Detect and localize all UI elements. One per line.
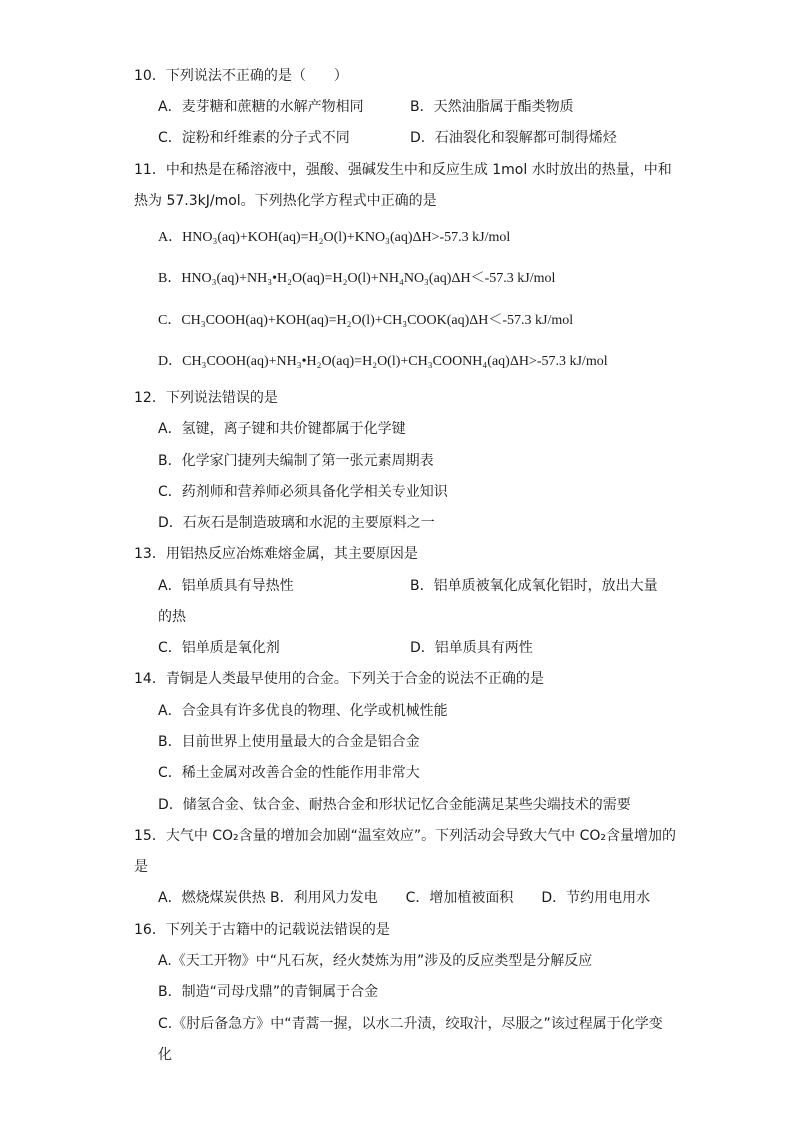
q13-option-a: A．铝单质具有导热性: [158, 578, 294, 594]
q10-stem: 10．下列说法不正确的是（ ）: [134, 68, 348, 84]
q13-option-d: D．铝单质具有两性: [410, 640, 533, 656]
q12-stem: 12．下列说法错误的是: [134, 390, 278, 406]
q11-option-b: B．HNO₃(aq)+NH₃•H₂O(aq)=H₂O(l)+NH₄NO₃(aq)ΔH＜-57.3 kJ/mol: [158, 271, 556, 286]
q12-option-c: C．药剂师和营养师必须具备化学相关专业知识: [158, 484, 448, 500]
q16-option-b: B．制造“司母戊鼎”的青铜属于合金: [158, 984, 379, 1000]
q13-option-c: C．铝单质是氧化剂: [158, 640, 280, 656]
q10-option-a: A．麦芽糖和蔗糖的水解产物相同: [158, 99, 364, 115]
q16-option-c-continued: 化: [158, 1047, 172, 1063]
q12-option-b: B．化学家门捷列夫编制了第一张元素周期表: [158, 453, 434, 469]
q14-option-c: C．稀土金属对改善合金的性能作用非常大: [158, 765, 420, 781]
q14-stem: 14．青铜是人类最早使用的合金。下列关于合金的说法不正确的是: [134, 671, 544, 687]
q14-option-b: B．目前世界上使用量最大的合金是铝合金: [158, 734, 420, 750]
q11-option-a: A．HNO₃(aq)+KOH(aq)=H₂O(l)+KNO₃(aq)ΔH>-57.3 kJ/mol: [158, 230, 511, 245]
q15-options: A．燃烧煤炭供热 B．利用风力发电 C．增加植被面积 D．节约用电用水: [158, 890, 651, 906]
q13-option-b: B．铝单质被氧化成氧化铝时，放出大量: [410, 578, 658, 594]
q15-stem-line1: 15．大气中 CO₂含量的增加会加剧“温室效应”。下列活动会导致大气中 CO₂含量增加的: [134, 828, 677, 844]
q11-option-d: D．CH₃COOH(aq)+NH₃•H₂O(aq)=H₂O(l)+CH₃COONH₄(aq)ΔH>-57.3 kJ/mol: [158, 354, 608, 369]
q14-option-d: D．储氢合金、钛合金、耐热合金和形状记忆合金能满足某些尖端技术的需要: [158, 797, 631, 813]
q16-stem: 16．下列关于古籍中的记载说法错误的是: [134, 922, 390, 938]
q12-option-a: A．氢键，离子键和共价键都属于化学键: [158, 421, 406, 437]
q10-option-c: C．淀粉和纤维素的分子式不同: [158, 130, 350, 146]
q13-stem: 13．用铝热反应冶炼难熔金属，其主要原因是: [134, 546, 418, 562]
q14-option-a: A．合金具有许多优良的物理、化学或机械性能: [158, 703, 448, 719]
q11-stem-line1: 11．中和热是在稀溶液中，强酸、强碱发生中和反应生成 1mol 水时放出的热量，中和: [134, 162, 672, 178]
q15-stem-line2: 是: [134, 859, 148, 875]
q13-option-b-continued: 的热: [158, 609, 186, 625]
q16-option-c: C.《肘后备急方》中“青蒿一握，以水二升渍，绞取汁，尽服之”该过程属于化学变: [158, 1016, 663, 1032]
q11-option-c: C．CH₃COOH(aq)+KOH(aq)=H₂O(l)+CH₃COOK(aq)ΔH＜-57.3 kJ/mol: [158, 313, 574, 328]
q10-option-b: B．天然油脂属于酯类物质: [410, 99, 574, 115]
q16-option-a: A.《天工开物》中“凡石灰，经火焚炼为用”涉及的反应类型是分解反应: [158, 953, 593, 969]
q12-option-d: D．石灰石是制造玻璃和水泥的主要原料之一: [158, 515, 435, 531]
q10-option-d: D．石油裂化和裂解都可制得烯烃: [410, 130, 617, 146]
q11-stem-line2: 热为 57.3kJ/mol。下列热化学方程式中正确的是: [134, 193, 437, 209]
